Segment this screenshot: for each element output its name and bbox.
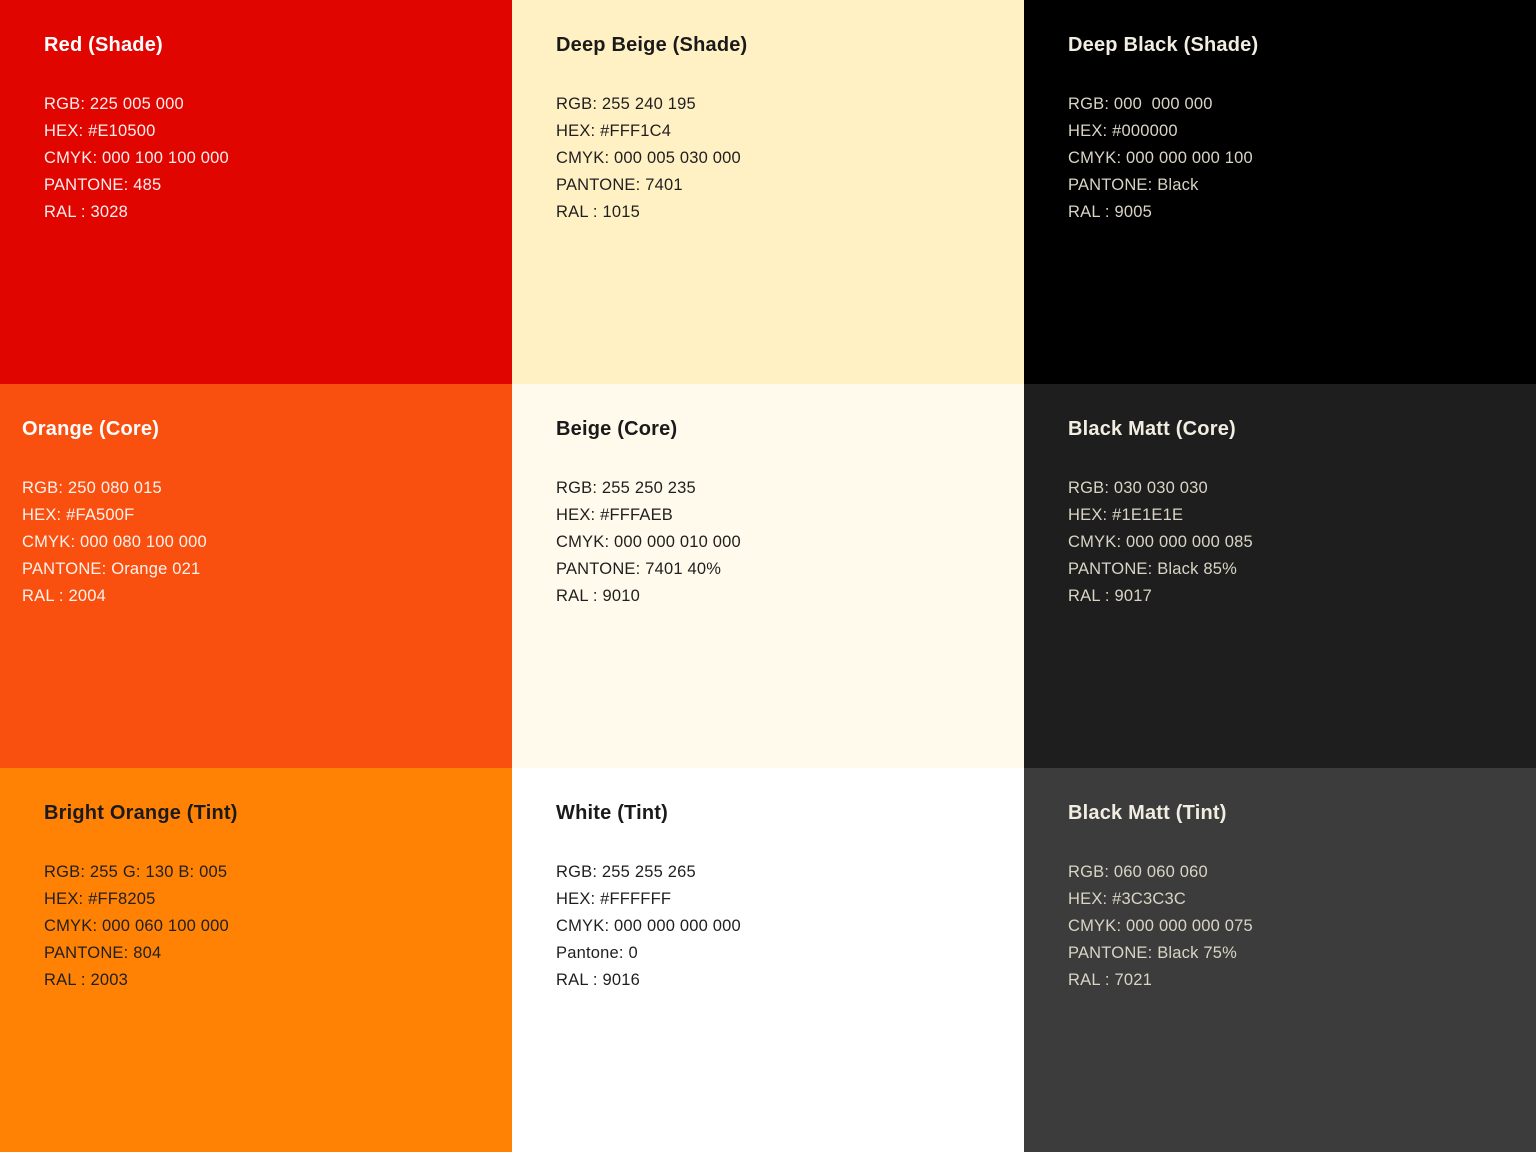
swatch-specs [1068,91,1506,226]
spec-pantone: PANTONE: 7401 40% [556,560,722,578]
spec-cmyk: CMYK: 000 080 100 000 [22,533,207,551]
spec-ral: RAL : 9005 [1068,203,1152,221]
spec-ral: RAL : 2003 [44,971,128,989]
spec-ral: RAL : 9017 [1068,587,1152,605]
swatch-specs [1068,475,1506,610]
swatch-white-tint [512,768,1024,1152]
swatch-bright-orange-tint [0,768,512,1152]
spec-cmyk: CMYK: 000 000 000 085 [1068,533,1253,551]
spec-ral: RAL : 3028 [44,203,128,221]
spec-cmyk: CMYK: 000 000 000 075 [1068,917,1253,935]
spec-rgb: RGB: 255 255 265 [556,863,696,881]
spec-rgb: RGB: 030 030 030 [1068,479,1208,497]
spec-rgb: RGB: 255 250 235 [556,479,696,497]
spec-cmyk: CMYK: 000 000 000 100 [1068,149,1253,167]
swatch-title: Deep Beige (Shade) [556,34,748,56]
spec-pantone: PANTONE: Black [1068,176,1199,194]
spec-hex: HEX: #FFFAEB [556,506,674,524]
swatch-title: Black Matt (Tint) [1068,802,1227,824]
swatch-title: White (Tint) [556,802,668,824]
spec-cmyk: CMYK: 000 000 010 000 [556,533,741,551]
swatch-red-shade [0,0,512,384]
swatch-specs [22,475,482,610]
spec-rgb: RGB: 250 080 015 [22,479,162,497]
spec-pantone: PANTONE: Orange 021 [22,560,201,578]
spec-hex: HEX: #FF8205 [44,890,156,908]
spec-cmyk: CMYK: 000 000 000 000 [556,917,741,935]
spec-pantone: PANTONE: Black 85% [1068,560,1237,578]
spec-pantone: PANTONE: 7401 [556,176,683,194]
spec-rgb: RGB: 000 000 000 [1068,95,1213,113]
swatch-orange-core [0,384,512,768]
swatch-title: Bright Orange (Tint) [44,802,238,824]
spec-hex: HEX: #E10500 [44,122,156,140]
spec-cmyk: CMYK: 000 060 100 000 [44,917,229,935]
swatch-specs [1068,859,1506,994]
spec-hex: HEX: #000000 [1068,122,1178,140]
swatch-specs [556,91,994,226]
swatch-title: Orange (Core) [22,418,160,440]
spec-hex: HEX: #FFFFFF [556,890,672,908]
spec-hex: HEX: #FA500F [22,506,135,524]
spec-pantone: Pantone: 0 [556,944,638,962]
swatch-deep-black-shade [1024,0,1536,384]
spec-ral: RAL : 9010 [556,587,640,605]
spec-hex: HEX: #3C3C3C [1068,890,1186,908]
swatch-black-matt-core [1024,384,1536,768]
spec-ral: RAL : 2004 [22,587,106,605]
swatch-specs [556,475,994,610]
spec-cmyk: CMYK: 000 100 100 000 [44,149,229,167]
spec-rgb: RGB: 060 060 060 [1068,863,1208,881]
spec-ral: RAL : 7021 [1068,971,1152,989]
swatch-specs [556,859,994,994]
swatch-black-matt-tint [1024,768,1536,1152]
spec-pantone: PANTONE: 485 [44,176,162,194]
spec-ral: RAL : 1015 [556,203,640,221]
spec-ral: RAL : 9016 [556,971,640,989]
swatch-specs [44,91,482,226]
swatch-title: Beige (Core) [556,418,678,440]
swatch-deep-beige-shade [512,0,1024,384]
swatch-title: Black Matt (Core) [1068,418,1236,440]
spec-rgb: RGB: 225 005 000 [44,95,184,113]
spec-hex: HEX: #FFF1C4 [556,122,672,140]
swatch-title: Red (Shade) [44,34,163,56]
spec-rgb: RGB: 255 G: 130 B: 005 [44,863,228,881]
swatch-title: Deep Black (Shade) [1068,34,1259,56]
spec-pantone: PANTONE: Black 75% [1068,944,1237,962]
spec-rgb: RGB: 255 240 195 [556,95,696,113]
swatch-specs [44,859,482,994]
spec-hex: HEX: #1E1E1E [1068,506,1184,524]
spec-pantone: PANTONE: 804 [44,944,162,962]
spec-cmyk: CMYK: 000 005 030 000 [556,149,741,167]
swatch-beige-core [512,384,1024,768]
